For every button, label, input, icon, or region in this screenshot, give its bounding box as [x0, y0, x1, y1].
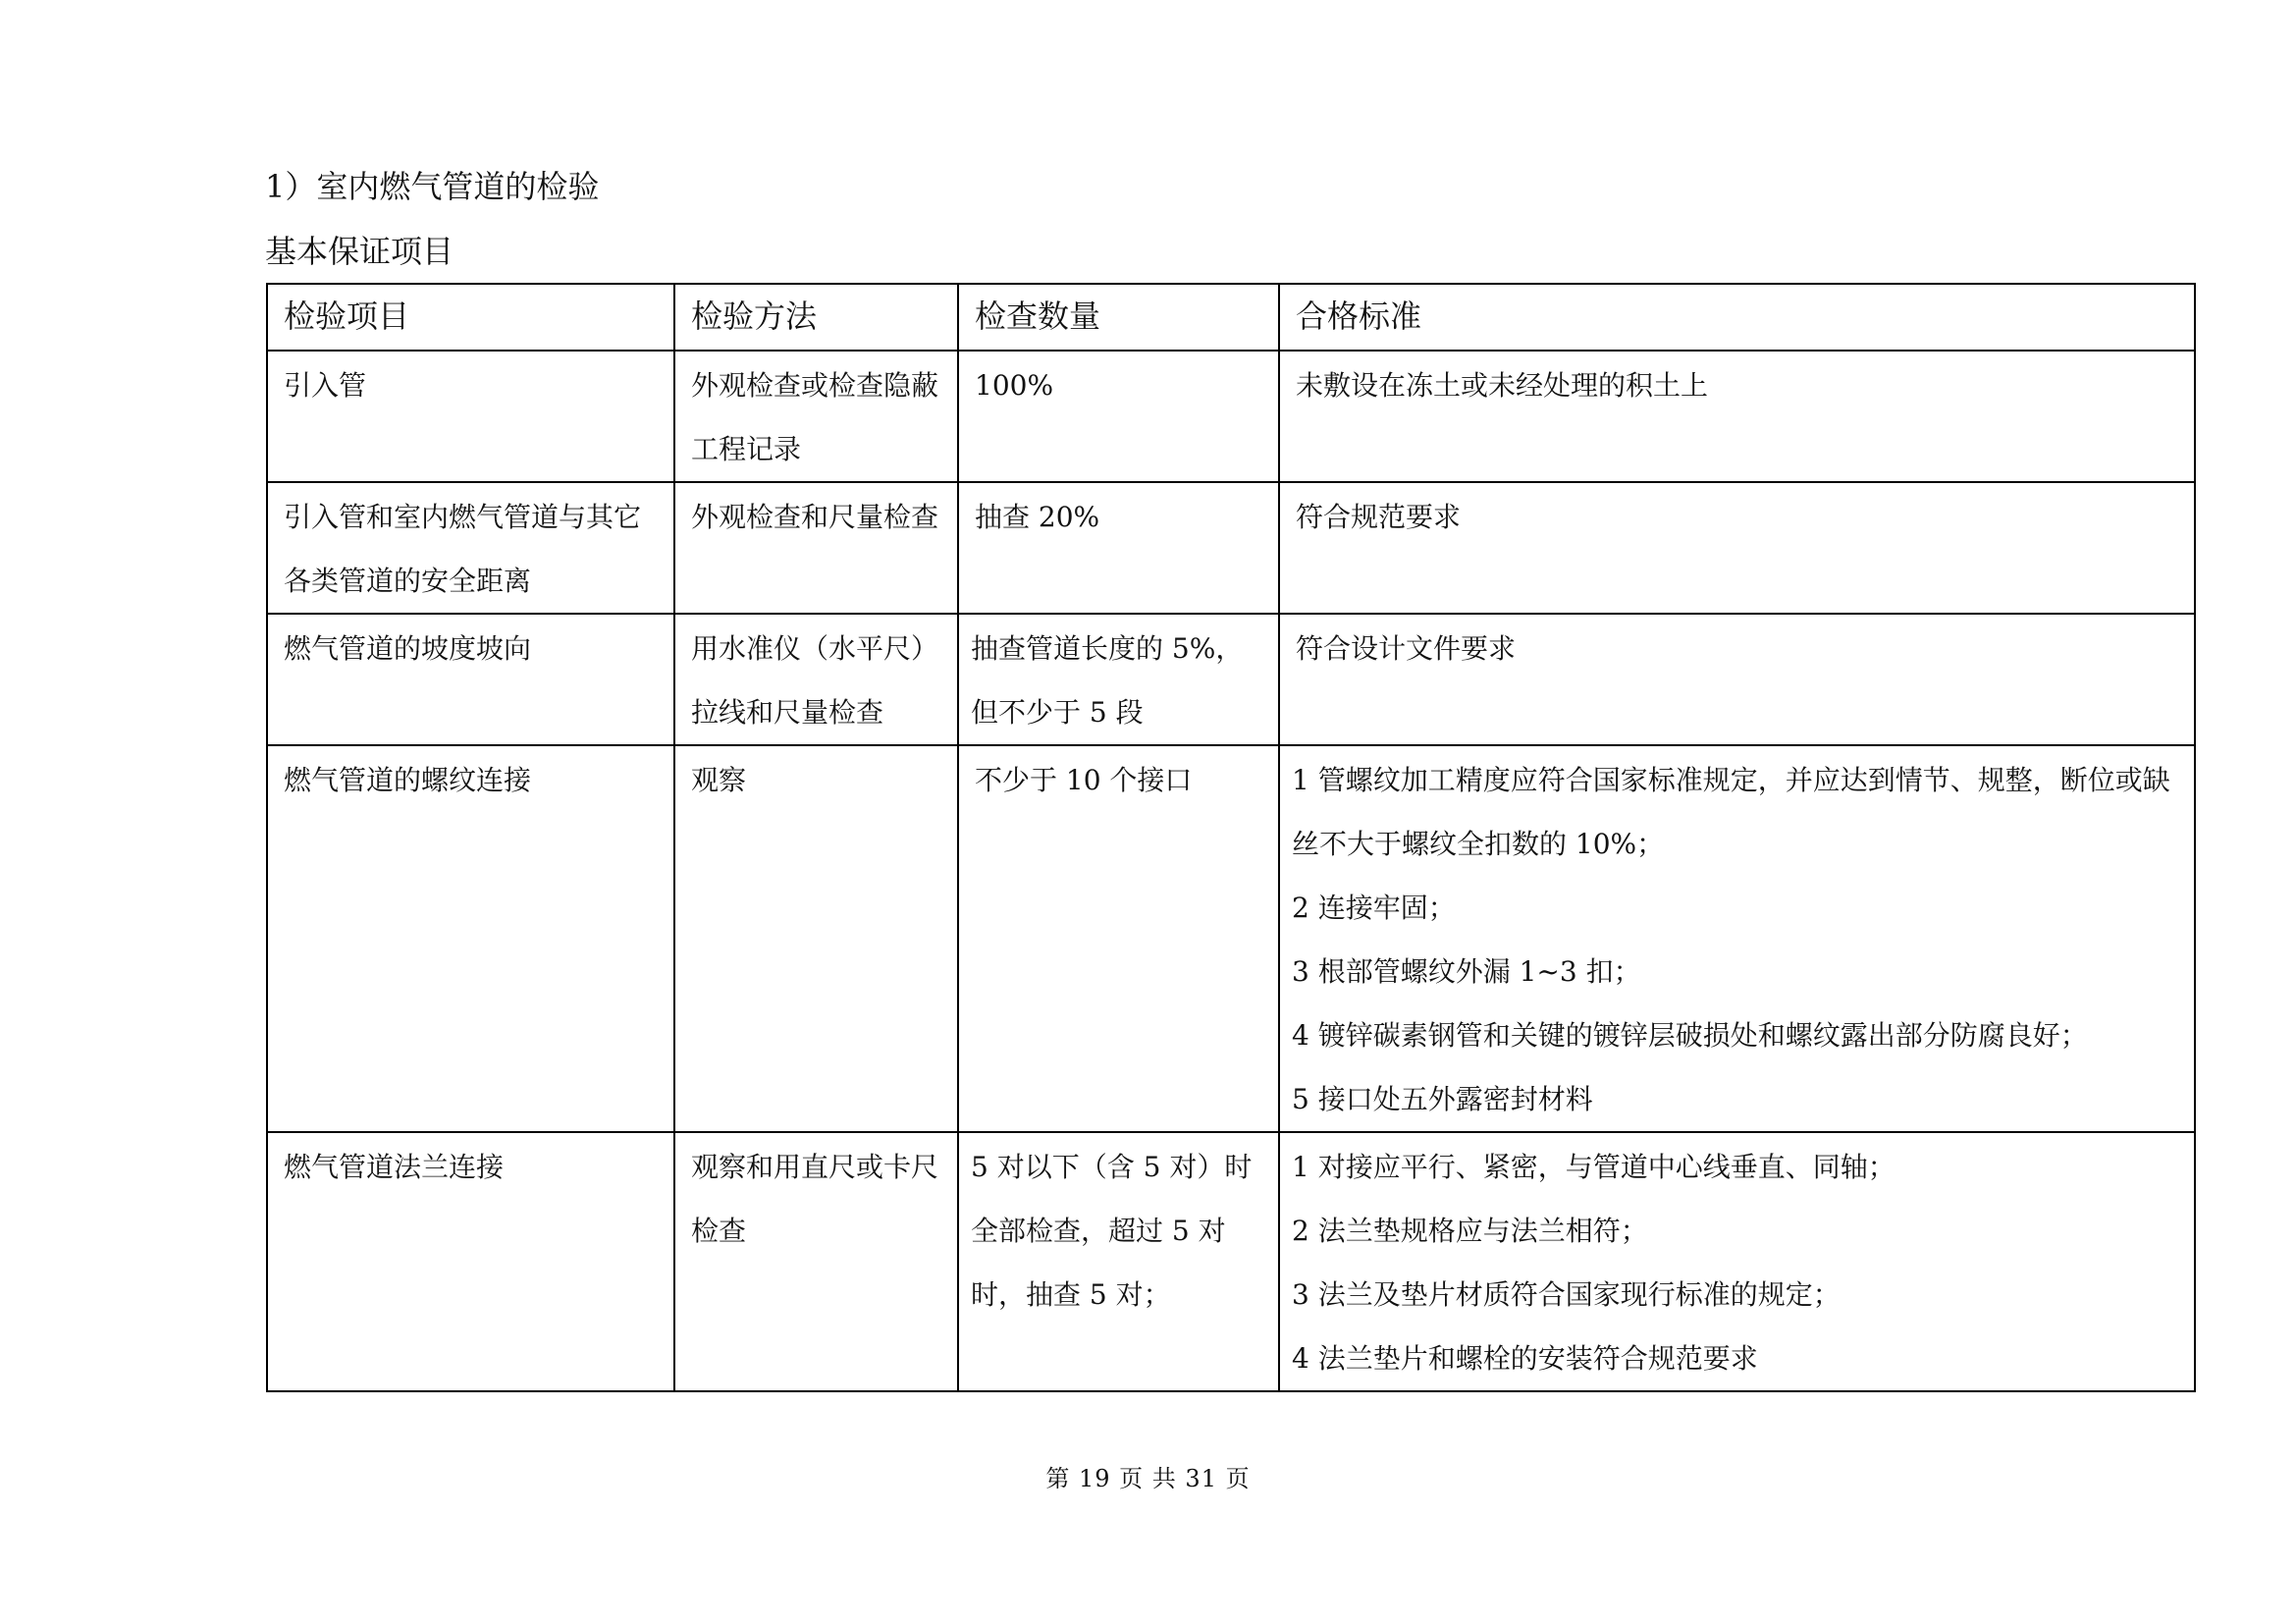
standard-line: 1 管螺纹加工精度应符合国家标准规定，并应达到情节、规整，断位或缺丝不大于螺纹全扣数的 10%； — [1292, 764, 2170, 860]
section-title: 1）室内燃气管道的检验 — [265, 168, 600, 205]
cell-item: 燃气管道的螺纹连接 — [267, 745, 674, 1132]
page-number: 第 19 页 共 31 页 — [1045, 1465, 1251, 1492]
standard-line: 4 镀锌碳素钢管和关键的镀锌层破损处和螺纹露出部分防腐良好； — [1292, 1019, 2088, 1052]
cell-standard — [1279, 351, 2195, 482]
standard-line: 符合规范要求 — [1296, 501, 1462, 533]
table-row — [267, 482, 2195, 614]
cell-quantity: 抽查管道长度的 5%，但不少于 5 段 — [958, 614, 1279, 745]
cell-item: 引入管和室内燃气管道与其它各类管道的安全距离 — [267, 482, 674, 614]
table-header-row — [267, 284, 2195, 351]
standard-line: 2 连接牢固； — [1292, 892, 1456, 924]
inspection-table — [266, 283, 2196, 1392]
cell-method: 用水准仪（水平尺）拉线和尺量检查 — [674, 614, 958, 745]
standard-line: 3 根部管螺纹外漏 1~3 扣； — [1292, 955, 1641, 988]
cell-item: 燃气管道的坡度坡向 — [267, 614, 674, 745]
standard-line: 3 法兰及垫片材质符合国家现行标准的规定； — [1292, 1278, 1841, 1311]
subsection-title: 基本保证项目 — [265, 233, 454, 270]
table-row — [267, 614, 2195, 745]
cell-method: 观察和用直尺或卡尺检查 — [674, 1132, 958, 1391]
cell-quantity: 抽查 20% — [958, 482, 1279, 614]
table-row — [267, 351, 2195, 482]
standard-line: 2 法兰垫规格应与法兰相符； — [1292, 1215, 1648, 1247]
standard-line: 1 对接应平行、紧密，与管道中心线垂直、同轴； — [1292, 1151, 1896, 1183]
cell-method: 观察 — [674, 745, 958, 1132]
header-item: 检验项目 — [267, 284, 674, 351]
cell-standard — [1279, 745, 2195, 1132]
cell-method: 外观检查或检查隐蔽工程记录 — [674, 351, 958, 482]
cell-item: 燃气管道法兰连接 — [267, 1132, 674, 1391]
cell-item: 引入管 — [267, 351, 674, 482]
cell-quantity: 不少于 10 个接口 — [958, 745, 1279, 1132]
cell-standard — [1279, 1132, 2195, 1391]
table-row — [267, 745, 2195, 1132]
header-standard: 合格标准 — [1279, 284, 2195, 351]
standard-line: 5 接口处五外露密封材料 — [1292, 1083, 1593, 1115]
standard-line: 符合设计文件要求 — [1296, 632, 1517, 665]
cell-quantity: 100% — [958, 351, 1279, 482]
header-method: 检验方法 — [674, 284, 958, 351]
header-quantity: 检查数量 — [958, 284, 1279, 351]
cell-standard — [1279, 614, 2195, 745]
standard-line: 未敷设在冻土或未经处理的积土上 — [1296, 369, 1709, 402]
table-row — [267, 1132, 2195, 1391]
cell-method: 外观检查和尺量检查 — [674, 482, 958, 614]
standard-line: 4 法兰垫片和螺栓的安装符合规范要求 — [1292, 1342, 1758, 1375]
cell-standard — [1279, 482, 2195, 614]
cell-quantity: 5 对以下（含 5 对）时全部检查，超过 5 对时，抽查 5 对； — [958, 1132, 1279, 1391]
